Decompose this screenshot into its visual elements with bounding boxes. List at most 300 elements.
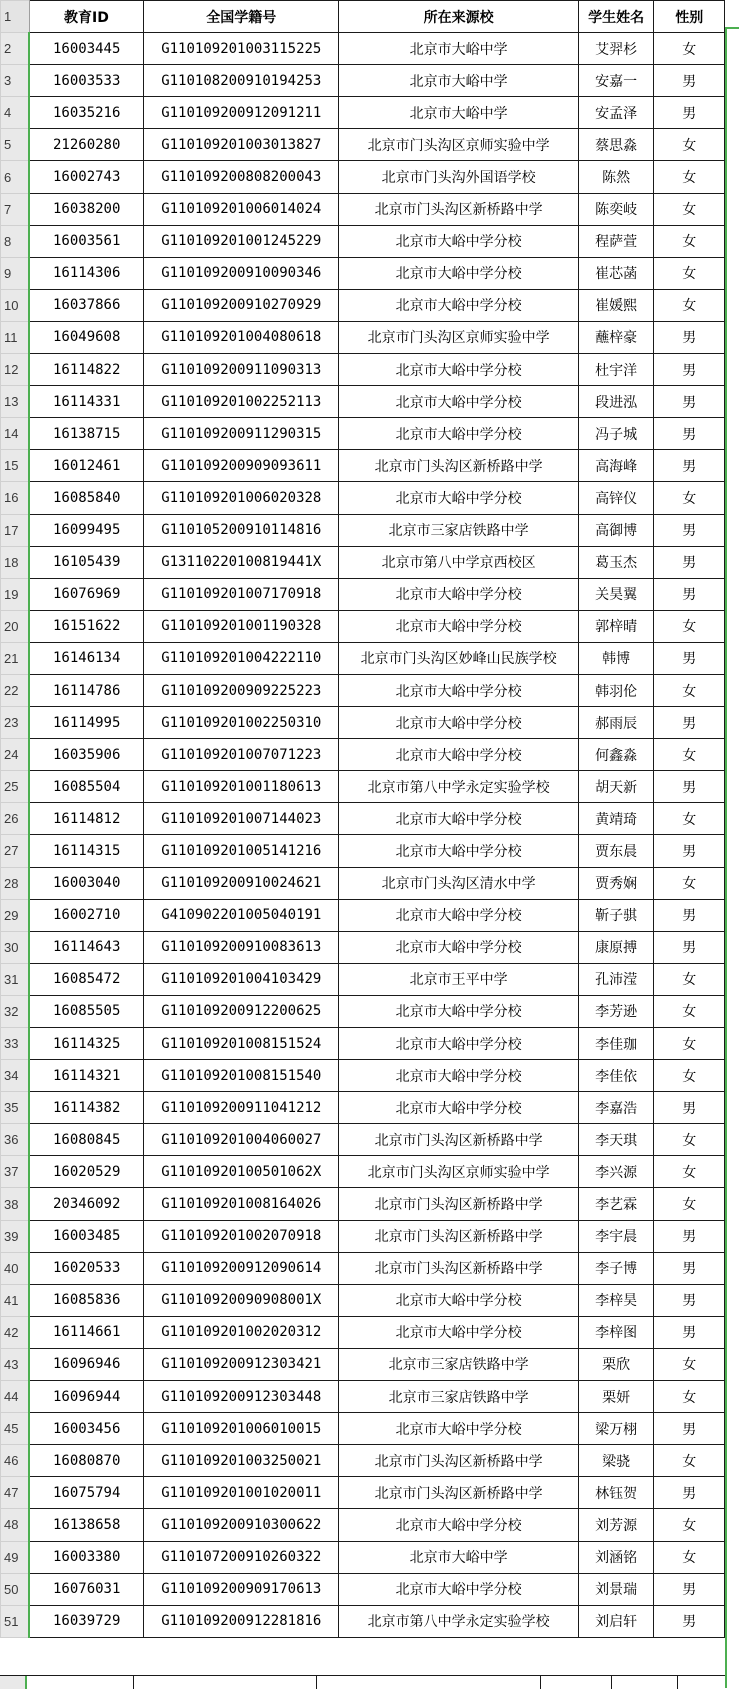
cell-national-student-id[interactable]: G110108200910194253	[144, 65, 339, 97]
cell-source-school[interactable]: 北京市大峪中学分校	[339, 803, 578, 835]
cell-source-school[interactable]: 北京市大峪中学分校	[339, 482, 578, 514]
cell-national-student-id[interactable]: G110109200909225223	[144, 674, 339, 706]
row-header[interactable]: 4	[1, 97, 30, 129]
cell-national-student-id[interactable]: G110109201007071223	[144, 739, 339, 771]
cell-national-student-id[interactable]: G13110220100819441X	[144, 546, 339, 578]
cell-source-school[interactable]: 北京市门头沟区妙峰山民族学校	[339, 642, 578, 674]
cell-edu-id[interactable]: 16003485	[29, 1220, 143, 1252]
cell-student-name[interactable]: 刘芳源	[578, 1509, 654, 1541]
cell-edu-id[interactable]: 16002710	[29, 899, 143, 931]
row-header[interactable]: 24	[1, 739, 30, 771]
cell-student-name[interactable]: 李佳珈	[578, 1028, 654, 1060]
cell-source-school[interactable]: 北京市王平中学	[339, 963, 578, 995]
cell-source-school[interactable]: 北京市大峪中学分校	[339, 707, 578, 739]
row-header[interactable]: 8	[1, 225, 30, 257]
row-header[interactable]: 15	[1, 450, 30, 482]
cell-edu-id[interactable]: 16114325	[29, 1028, 143, 1060]
cell-edu-id[interactable]: 16003456	[29, 1413, 143, 1445]
cell-edu-id[interactable]: 16138715	[29, 418, 143, 450]
row-header[interactable]: 46	[1, 1445, 30, 1477]
column-header-source-school[interactable]: 所在来源校	[339, 1, 578, 33]
cell-national-student-id[interactable]: G110109201004060027	[144, 1124, 339, 1156]
cell-student-name[interactable]: 李宇晨	[578, 1220, 654, 1252]
cell-edu-id[interactable]: 16114643	[29, 931, 143, 963]
cell-source-school[interactable]: 北京市门头沟区京师实验中学	[339, 321, 578, 353]
cell-national-student-id[interactable]: G110109201004080618	[144, 321, 339, 353]
cell-source-school[interactable]: 北京市大峪中学分校	[339, 1413, 578, 1445]
cell-edu-id[interactable]: 16151622	[29, 610, 143, 642]
cell-gender[interactable]: 女	[654, 257, 725, 289]
row-header[interactable]: 30	[1, 931, 30, 963]
cell-edu-id[interactable]: 16085505	[29, 995, 143, 1027]
cell-national-student-id[interactable]: G110109201005141216	[144, 835, 339, 867]
cell-source-school[interactable]: 北京市门头沟区新桥路中学	[339, 1188, 578, 1220]
cell-edu-id[interactable]: 21260280	[29, 129, 143, 161]
row-header[interactable]: 33	[1, 1028, 30, 1060]
cell-edu-id[interactable]: 16138658	[29, 1509, 143, 1541]
cell-source-school[interactable]: 北京市大峪中学	[339, 65, 578, 97]
cell-student-name[interactable]: 蘸梓豪	[578, 321, 654, 353]
cell-national-student-id[interactable]: G110109201002250310	[144, 707, 339, 739]
cell-national-student-id[interactable]: G110109200808200043	[144, 161, 339, 193]
cell-national-student-id[interactable]: G110109200910300622	[144, 1509, 339, 1541]
cell-edu-id[interactable]: 16003533	[29, 65, 143, 97]
cell-student-name[interactable]: 李子博	[578, 1252, 654, 1284]
cell-edu-id[interactable]: 16085840	[29, 482, 143, 514]
cell-student-name[interactable]: 李梓昊	[578, 1284, 654, 1316]
cell-edu-id[interactable]: 16114995	[29, 707, 143, 739]
column-header-student-name[interactable]: 学生姓名	[578, 1, 654, 33]
cell-edu-id[interactable]: 16049608	[29, 321, 143, 353]
cell-source-school[interactable]: 北京市三家店铁路中学	[339, 1348, 578, 1380]
cell-gender[interactable]: 男	[654, 899, 725, 931]
cell-gender[interactable]: 女	[654, 1060, 725, 1092]
cell-national-student-id[interactable]: G110109200912303448	[144, 1381, 339, 1413]
cell-gender[interactable]: 男	[654, 1413, 725, 1445]
cell-gender[interactable]: 男	[654, 1605, 725, 1637]
row-header[interactable]: 44	[1, 1381, 30, 1413]
cell-national-student-id[interactable]: G110109201001020011	[144, 1477, 339, 1509]
row-header[interactable]: 7	[1, 193, 30, 225]
cell-student-name[interactable]: 蔡思淼	[578, 129, 654, 161]
cell-source-school[interactable]: 北京市大峪中学	[339, 1541, 578, 1573]
cell-gender[interactable]: 女	[654, 129, 725, 161]
cell-edu-id[interactable]: 16085472	[29, 963, 143, 995]
cell-source-school[interactable]: 北京市第八中学永定实验学校	[339, 1605, 578, 1637]
row-header[interactable]: 45	[1, 1413, 30, 1445]
cell-gender[interactable]: 女	[654, 193, 725, 225]
cell-student-name[interactable]: 李佳依	[578, 1060, 654, 1092]
row-header[interactable]: 10	[1, 289, 30, 321]
cell-gender[interactable]: 男	[654, 835, 725, 867]
row-header[interactable]: 31	[1, 963, 30, 995]
cell-national-student-id[interactable]: G110107200910260322	[144, 1541, 339, 1573]
cell-edu-id[interactable]: 16114382	[29, 1092, 143, 1124]
cell-national-student-id[interactable]: G110109201008164026	[144, 1188, 339, 1220]
cell-edu-id[interactable]: 16002743	[29, 161, 143, 193]
cell-student-name[interactable]: 高御博	[578, 514, 654, 546]
row-header[interactable]: 12	[1, 354, 30, 386]
row-header[interactable]: 26	[1, 803, 30, 835]
cell-source-school[interactable]: 北京市门头沟区新桥路中学	[339, 450, 578, 482]
cell-national-student-id[interactable]: G110109200910024621	[144, 867, 339, 899]
cell-national-student-id[interactable]: G110109200910270929	[144, 289, 339, 321]
cell-national-student-id[interactable]: G110109201001190328	[144, 610, 339, 642]
cell-gender[interactable]: 女	[654, 1124, 725, 1156]
cell-source-school[interactable]: 北京市门头沟区新桥路中学	[339, 1445, 578, 1477]
cell-edu-id[interactable]: 16096944	[29, 1381, 143, 1413]
cell-gender[interactable]: 女	[654, 674, 725, 706]
cell-gender[interactable]: 女	[654, 482, 725, 514]
cell-student-name[interactable]: 安孟泽	[578, 97, 654, 129]
row-header[interactable]: 13	[1, 386, 30, 418]
cell-gender[interactable]: 男	[654, 707, 725, 739]
cell-gender[interactable]: 女	[654, 803, 725, 835]
cell-student-name[interactable]: 崔媛熙	[578, 289, 654, 321]
row-header[interactable]: 34	[1, 1060, 30, 1092]
cell-edu-id[interactable]: 16076969	[29, 578, 143, 610]
cell-gender[interactable]: 男	[654, 418, 725, 450]
cell-student-name[interactable]: 高锌仪	[578, 482, 654, 514]
cell-source-school[interactable]: 北京市大峪中学分校	[339, 1284, 578, 1316]
cell-national-student-id[interactable]: G110109200909093611	[144, 450, 339, 482]
cell-student-name[interactable]: 梁万栩	[578, 1413, 654, 1445]
cell-student-name[interactable]: 贾秀娴	[578, 867, 654, 899]
cell-national-student-id[interactable]: G110109200912091211	[144, 97, 339, 129]
cell-edu-id[interactable]: 16038200	[29, 193, 143, 225]
cell-source-school[interactable]: 北京市大峪中学分校	[339, 1060, 578, 1092]
cell-source-school[interactable]: 北京市大峪中学分校	[339, 931, 578, 963]
cell-gender[interactable]: 男	[654, 354, 725, 386]
cell-national-student-id[interactable]: G410902201005040191	[144, 899, 339, 931]
cell-national-student-id[interactable]: G11010920100501062X	[144, 1156, 339, 1188]
column-header-national-student-id[interactable]: 全国学籍号	[144, 1, 339, 33]
cell-national-student-id[interactable]: G110109200912090614	[144, 1252, 339, 1284]
cell-national-student-id[interactable]: G110109201003013827	[144, 129, 339, 161]
row-header[interactable]: 48	[1, 1509, 30, 1541]
cell-national-student-id[interactable]: G11010920090908001X	[144, 1284, 339, 1316]
cell-student-name[interactable]: 胡天新	[578, 771, 654, 803]
row-header[interactable]: 2	[1, 33, 30, 65]
cell-edu-id[interactable]: 16075794	[29, 1477, 143, 1509]
cell-gender[interactable]: 男	[654, 1284, 725, 1316]
cell-edu-id[interactable]: 16096946	[29, 1348, 143, 1380]
row-header[interactable]: 29	[1, 899, 30, 931]
cell-student-name[interactable]: 李天琪	[578, 1124, 654, 1156]
cell-student-name[interactable]: 程萨萱	[578, 225, 654, 257]
cell-national-student-id[interactable]: G110109201001180613	[144, 771, 339, 803]
cell-student-name[interactable]: 杜宇洋	[578, 354, 654, 386]
cell-source-school[interactable]: 北京市大峪中学分校	[339, 257, 578, 289]
cell-gender[interactable]: 男	[654, 65, 725, 97]
cell-source-school[interactable]: 北京市门头沟区新桥路中学	[339, 1124, 578, 1156]
cell-national-student-id[interactable]: G110109201007144023	[144, 803, 339, 835]
cell-gender[interactable]: 男	[654, 1092, 725, 1124]
cell-gender[interactable]: 女	[654, 33, 725, 65]
cell-student-name[interactable]: 李梓图	[578, 1316, 654, 1348]
cell-edu-id[interactable]: 16039729	[29, 1605, 143, 1637]
cell-gender[interactable]: 男	[654, 1477, 725, 1509]
row-header[interactable]: 25	[1, 771, 30, 803]
cell-gender[interactable]: 女	[654, 1028, 725, 1060]
row-header[interactable]: 43	[1, 1348, 30, 1380]
cell-source-school[interactable]: 北京市大峪中学分校	[339, 225, 578, 257]
cell-edu-id[interactable]: 16114812	[29, 803, 143, 835]
cell-student-name[interactable]: 艾羿杉	[578, 33, 654, 65]
cell-student-name[interactable]: 关昊翼	[578, 578, 654, 610]
cell-gender[interactable]: 男	[654, 578, 725, 610]
cell-gender[interactable]: 男	[654, 1220, 725, 1252]
cell-edu-id[interactable]: 16080845	[29, 1124, 143, 1156]
cell-edu-id[interactable]: 16114786	[29, 674, 143, 706]
cell-national-student-id[interactable]: G110109200911090313	[144, 354, 339, 386]
row-header[interactable]: 5	[1, 129, 30, 161]
cell-edu-id[interactable]: 16146134	[29, 642, 143, 674]
cell-national-student-id[interactable]: G110109201003115225	[144, 33, 339, 65]
cell-gender[interactable]: 男	[654, 1252, 725, 1284]
cell-student-name[interactable]: 刘启轩	[578, 1605, 654, 1637]
cell-gender[interactable]: 女	[654, 1156, 725, 1188]
column-header-edu-id[interactable]: 教育ID	[29, 1, 143, 33]
cell-source-school[interactable]: 北京市三家店铁路中学	[339, 514, 578, 546]
cell-student-name[interactable]: 韩羽伦	[578, 674, 654, 706]
cell-student-name[interactable]: 李兴源	[578, 1156, 654, 1188]
cell-gender[interactable]: 女	[654, 161, 725, 193]
cell-gender[interactable]: 男	[654, 321, 725, 353]
cell-source-school[interactable]: 北京市大峪中学分校	[339, 899, 578, 931]
cell-national-student-id[interactable]: G110109201004103429	[144, 963, 339, 995]
cell-gender[interactable]: 男	[654, 771, 725, 803]
cell-source-school[interactable]: 北京市门头沟区京师实验中学	[339, 1156, 578, 1188]
row-header[interactable]: 50	[1, 1573, 30, 1605]
cell-gender[interactable]: 男	[654, 1316, 725, 1348]
row-header-partial[interactable]	[0, 1676, 27, 1689]
cell-source-school[interactable]: 北京市大峪中学分校	[339, 995, 578, 1027]
cell-gender[interactable]: 女	[654, 610, 725, 642]
cell-student-name[interactable]: 孔沛滢	[578, 963, 654, 995]
cell-edu-id[interactable]: 16099495	[29, 514, 143, 546]
cell-source-school[interactable]: 北京市门头沟区新桥路中学	[339, 1220, 578, 1252]
row-header[interactable]: 21	[1, 642, 30, 674]
cell-source-school[interactable]: 北京市大峪中学分校	[339, 289, 578, 321]
cell-gender[interactable]: 男	[654, 1573, 725, 1605]
cell-source-school[interactable]: 北京市大峪中学分校	[339, 578, 578, 610]
cell-student-name[interactable]: 冯子城	[578, 418, 654, 450]
cell-national-student-id[interactable]: G110109201008151524	[144, 1028, 339, 1060]
cell-student-name[interactable]: 梁骁	[578, 1445, 654, 1477]
cell-gender[interactable]: 男	[654, 514, 725, 546]
cell-student-name[interactable]: 高海峰	[578, 450, 654, 482]
cell-student-name[interactable]: 陈然	[578, 161, 654, 193]
cell-edu-id[interactable]: 16012461	[29, 450, 143, 482]
cell-national-student-id[interactable]: G110109200911290315	[144, 418, 339, 450]
row-header[interactable]: 11	[1, 321, 30, 353]
cell-edu-id[interactable]: 16020529	[29, 1156, 143, 1188]
row-header[interactable]: 36	[1, 1124, 30, 1156]
cell-gender[interactable]: 女	[654, 1445, 725, 1477]
cell-edu-id[interactable]: 20346092	[29, 1188, 143, 1220]
cell-gender[interactable]: 女	[654, 1381, 725, 1413]
cell-student-name[interactable]: 郝雨辰	[578, 707, 654, 739]
cell-student-name[interactable]: 栗妍	[578, 1381, 654, 1413]
cell-source-school[interactable]: 北京市大峪中学	[339, 33, 578, 65]
cell-national-student-id[interactable]: G110109201006020328	[144, 482, 339, 514]
cell-gender[interactable]: 女	[654, 963, 725, 995]
row-header[interactable]: 28	[1, 867, 30, 899]
row-header[interactable]: 27	[1, 835, 30, 867]
cell-national-student-id[interactable]: G110109200912200625	[144, 995, 339, 1027]
cell-national-student-id[interactable]: G110109201006014024	[144, 193, 339, 225]
cell-source-school[interactable]: 北京市大峪中学分校	[339, 354, 578, 386]
row-header[interactable]: 49	[1, 1541, 30, 1573]
cell-national-student-id[interactable]: G110109201003250021	[144, 1445, 339, 1477]
cell-source-school[interactable]: 北京市大峪中学	[339, 97, 578, 129]
cell-student-name[interactable]: 贾东晨	[578, 835, 654, 867]
cell-gender[interactable]: 男	[654, 931, 725, 963]
cell-edu-id[interactable]: 16114306	[29, 257, 143, 289]
cell-source-school[interactable]: 北京市门头沟区新桥路中学	[339, 1252, 578, 1284]
cell-edu-id[interactable]: 16114331	[29, 386, 143, 418]
cell-source-school[interactable]: 北京市大峪中学分校	[339, 1509, 578, 1541]
cell-national-student-id[interactable]: G110109201007170918	[144, 578, 339, 610]
cell-student-name[interactable]: 李嘉浩	[578, 1092, 654, 1124]
cell-edu-id[interactable]: 16003040	[29, 867, 143, 899]
cell-edu-id[interactable]: 16114315	[29, 835, 143, 867]
cell-student-name[interactable]: 陈奕岐	[578, 193, 654, 225]
cell-source-school[interactable]: 北京市门头沟区新桥路中学	[339, 193, 578, 225]
row-header[interactable]: 9	[1, 257, 30, 289]
cell-national-student-id[interactable]: G110109201008151540	[144, 1060, 339, 1092]
cell-gender[interactable]: 女	[654, 1541, 725, 1573]
cell-edu-id[interactable]: 16003380	[29, 1541, 143, 1573]
cell-student-name[interactable]: 崔芯菡	[578, 257, 654, 289]
cell-source-school[interactable]: 北京市第八中学永定实验学校	[339, 771, 578, 803]
cell-student-name[interactable]: 靳子骐	[578, 899, 654, 931]
cell-edu-id[interactable]: 16114661	[29, 1316, 143, 1348]
cell-edu-id[interactable]: 16085504	[29, 771, 143, 803]
cell-edu-id[interactable]: 16003561	[29, 225, 143, 257]
row-header[interactable]: 18	[1, 546, 30, 578]
cell-student-name[interactable]: 林钰贺	[578, 1477, 654, 1509]
cell-source-school[interactable]: 北京市三家店铁路中学	[339, 1381, 578, 1413]
cell-edu-id[interactable]: 16037866	[29, 289, 143, 321]
cell-student-name[interactable]: 安嘉一	[578, 65, 654, 97]
cell-edu-id[interactable]: 16003445	[29, 33, 143, 65]
cell-source-school[interactable]: 北京市大峪中学分校	[339, 1028, 578, 1060]
cell-source-school[interactable]: 北京市大峪中学分校	[339, 835, 578, 867]
row-header[interactable]: 20	[1, 610, 30, 642]
cell-source-school[interactable]: 北京市大峪中学分校	[339, 386, 578, 418]
cell-edu-id[interactable]: 16076031	[29, 1573, 143, 1605]
row-header[interactable]: 6	[1, 161, 30, 193]
row-header[interactable]: 17	[1, 514, 30, 546]
cell-national-student-id[interactable]: G110109200912281816	[144, 1605, 339, 1637]
cell-national-student-id[interactable]: G110109201002020312	[144, 1316, 339, 1348]
cell-national-student-id[interactable]: G110109200910083613	[144, 931, 339, 963]
cell-source-school[interactable]: 北京市第八中学京西校区	[339, 546, 578, 578]
cell-gender[interactable]: 女	[654, 1348, 725, 1380]
row-header[interactable]: 32	[1, 995, 30, 1027]
cell-gender[interactable]: 女	[654, 739, 725, 771]
cell-source-school[interactable]: 北京市门头沟区新桥路中学	[339, 1477, 578, 1509]
row-header[interactable]: 39	[1, 1220, 30, 1252]
cell-edu-id[interactable]: 16085836	[29, 1284, 143, 1316]
cell-source-school[interactable]: 北京市大峪中学分校	[339, 674, 578, 706]
cell-student-name[interactable]: 李艺霖	[578, 1188, 654, 1220]
cell-source-school[interactable]: 北京市大峪中学分校	[339, 1092, 578, 1124]
row-header[interactable]: 16	[1, 482, 30, 514]
cell-student-name[interactable]: 段进泓	[578, 386, 654, 418]
cell-student-name[interactable]: 栗欣	[578, 1348, 654, 1380]
row-header[interactable]: 40	[1, 1252, 30, 1284]
row-header[interactable]: 22	[1, 674, 30, 706]
cell-gender[interactable]: 男	[654, 546, 725, 578]
cell-source-school[interactable]: 北京市大峪中学分校	[339, 1316, 578, 1348]
cell-national-student-id[interactable]: G110105200910114816	[144, 514, 339, 546]
cell-national-student-id[interactable]: G110109200910090346	[144, 257, 339, 289]
cell-edu-id[interactable]: 16020533	[29, 1252, 143, 1284]
cell-national-student-id[interactable]: G110109200911041212	[144, 1092, 339, 1124]
column-header-gender[interactable]: 性别	[654, 1, 725, 33]
cell-national-student-id[interactable]: G110109200909170613	[144, 1573, 339, 1605]
cell-source-school[interactable]: 北京市大峪中学分校	[339, 739, 578, 771]
cell-gender[interactable]: 男	[654, 97, 725, 129]
cell-source-school[interactable]: 北京市门头沟区京师实验中学	[339, 129, 578, 161]
row-header[interactable]: 41	[1, 1284, 30, 1316]
row-header[interactable]: 3	[1, 65, 30, 97]
cell-national-student-id[interactable]: G110109201002252113	[144, 386, 339, 418]
cell-national-student-id[interactable]: G110109201006010015	[144, 1413, 339, 1445]
cell-edu-id[interactable]: 16105439	[29, 546, 143, 578]
cell-edu-id[interactable]: 16080870	[29, 1445, 143, 1477]
cell-source-school[interactable]: 北京市门头沟外国语学校	[339, 161, 578, 193]
cell-gender[interactable]: 男	[654, 450, 725, 482]
cell-source-school[interactable]: 北京市门头沟区清水中学	[339, 867, 578, 899]
row-header-1[interactable]: 1	[1, 1, 30, 33]
cell-national-student-id[interactable]: G110109201004222110	[144, 642, 339, 674]
cell-gender[interactable]: 女	[654, 289, 725, 321]
cell-student-name[interactable]: 何鑫淼	[578, 739, 654, 771]
cell-gender[interactable]: 女	[654, 225, 725, 257]
cell-student-name[interactable]: 黄靖琦	[578, 803, 654, 835]
row-header[interactable]: 14	[1, 418, 30, 450]
row-header[interactable]: 19	[1, 578, 30, 610]
cell-national-student-id[interactable]: G110109201002070918	[144, 1220, 339, 1252]
row-header[interactable]: 47	[1, 1477, 30, 1509]
cell-student-name[interactable]: 刘涵铭	[578, 1541, 654, 1573]
cell-source-school[interactable]: 北京市大峪中学分校	[339, 418, 578, 450]
cell-student-name[interactable]: 郭梓晴	[578, 610, 654, 642]
row-header[interactable]: 37	[1, 1156, 30, 1188]
cell-edu-id[interactable]: 16114822	[29, 354, 143, 386]
cell-gender[interactable]: 女	[654, 867, 725, 899]
cell-student-name[interactable]: 康原搏	[578, 931, 654, 963]
cell-edu-id[interactable]: 16035906	[29, 739, 143, 771]
cell-source-school[interactable]: 北京市大峪中学分校	[339, 610, 578, 642]
cell-gender[interactable]: 男	[654, 642, 725, 674]
cell-gender[interactable]: 女	[654, 1188, 725, 1220]
row-header[interactable]: 38	[1, 1188, 30, 1220]
cell-gender[interactable]: 男	[654, 386, 725, 418]
cell-student-name[interactable]: 刘景瑞	[578, 1573, 654, 1605]
cell-student-name[interactable]: 韩博	[578, 642, 654, 674]
cell-student-name[interactable]: 李芳逊	[578, 995, 654, 1027]
cell-edu-id[interactable]: 16114321	[29, 1060, 143, 1092]
cell-source-school[interactable]: 北京市大峪中学分校	[339, 1573, 578, 1605]
cell-national-student-id[interactable]: G110109201001245229	[144, 225, 339, 257]
cell-gender[interactable]: 女	[654, 1509, 725, 1541]
cell-student-name[interactable]: 葛玉杰	[578, 546, 654, 578]
